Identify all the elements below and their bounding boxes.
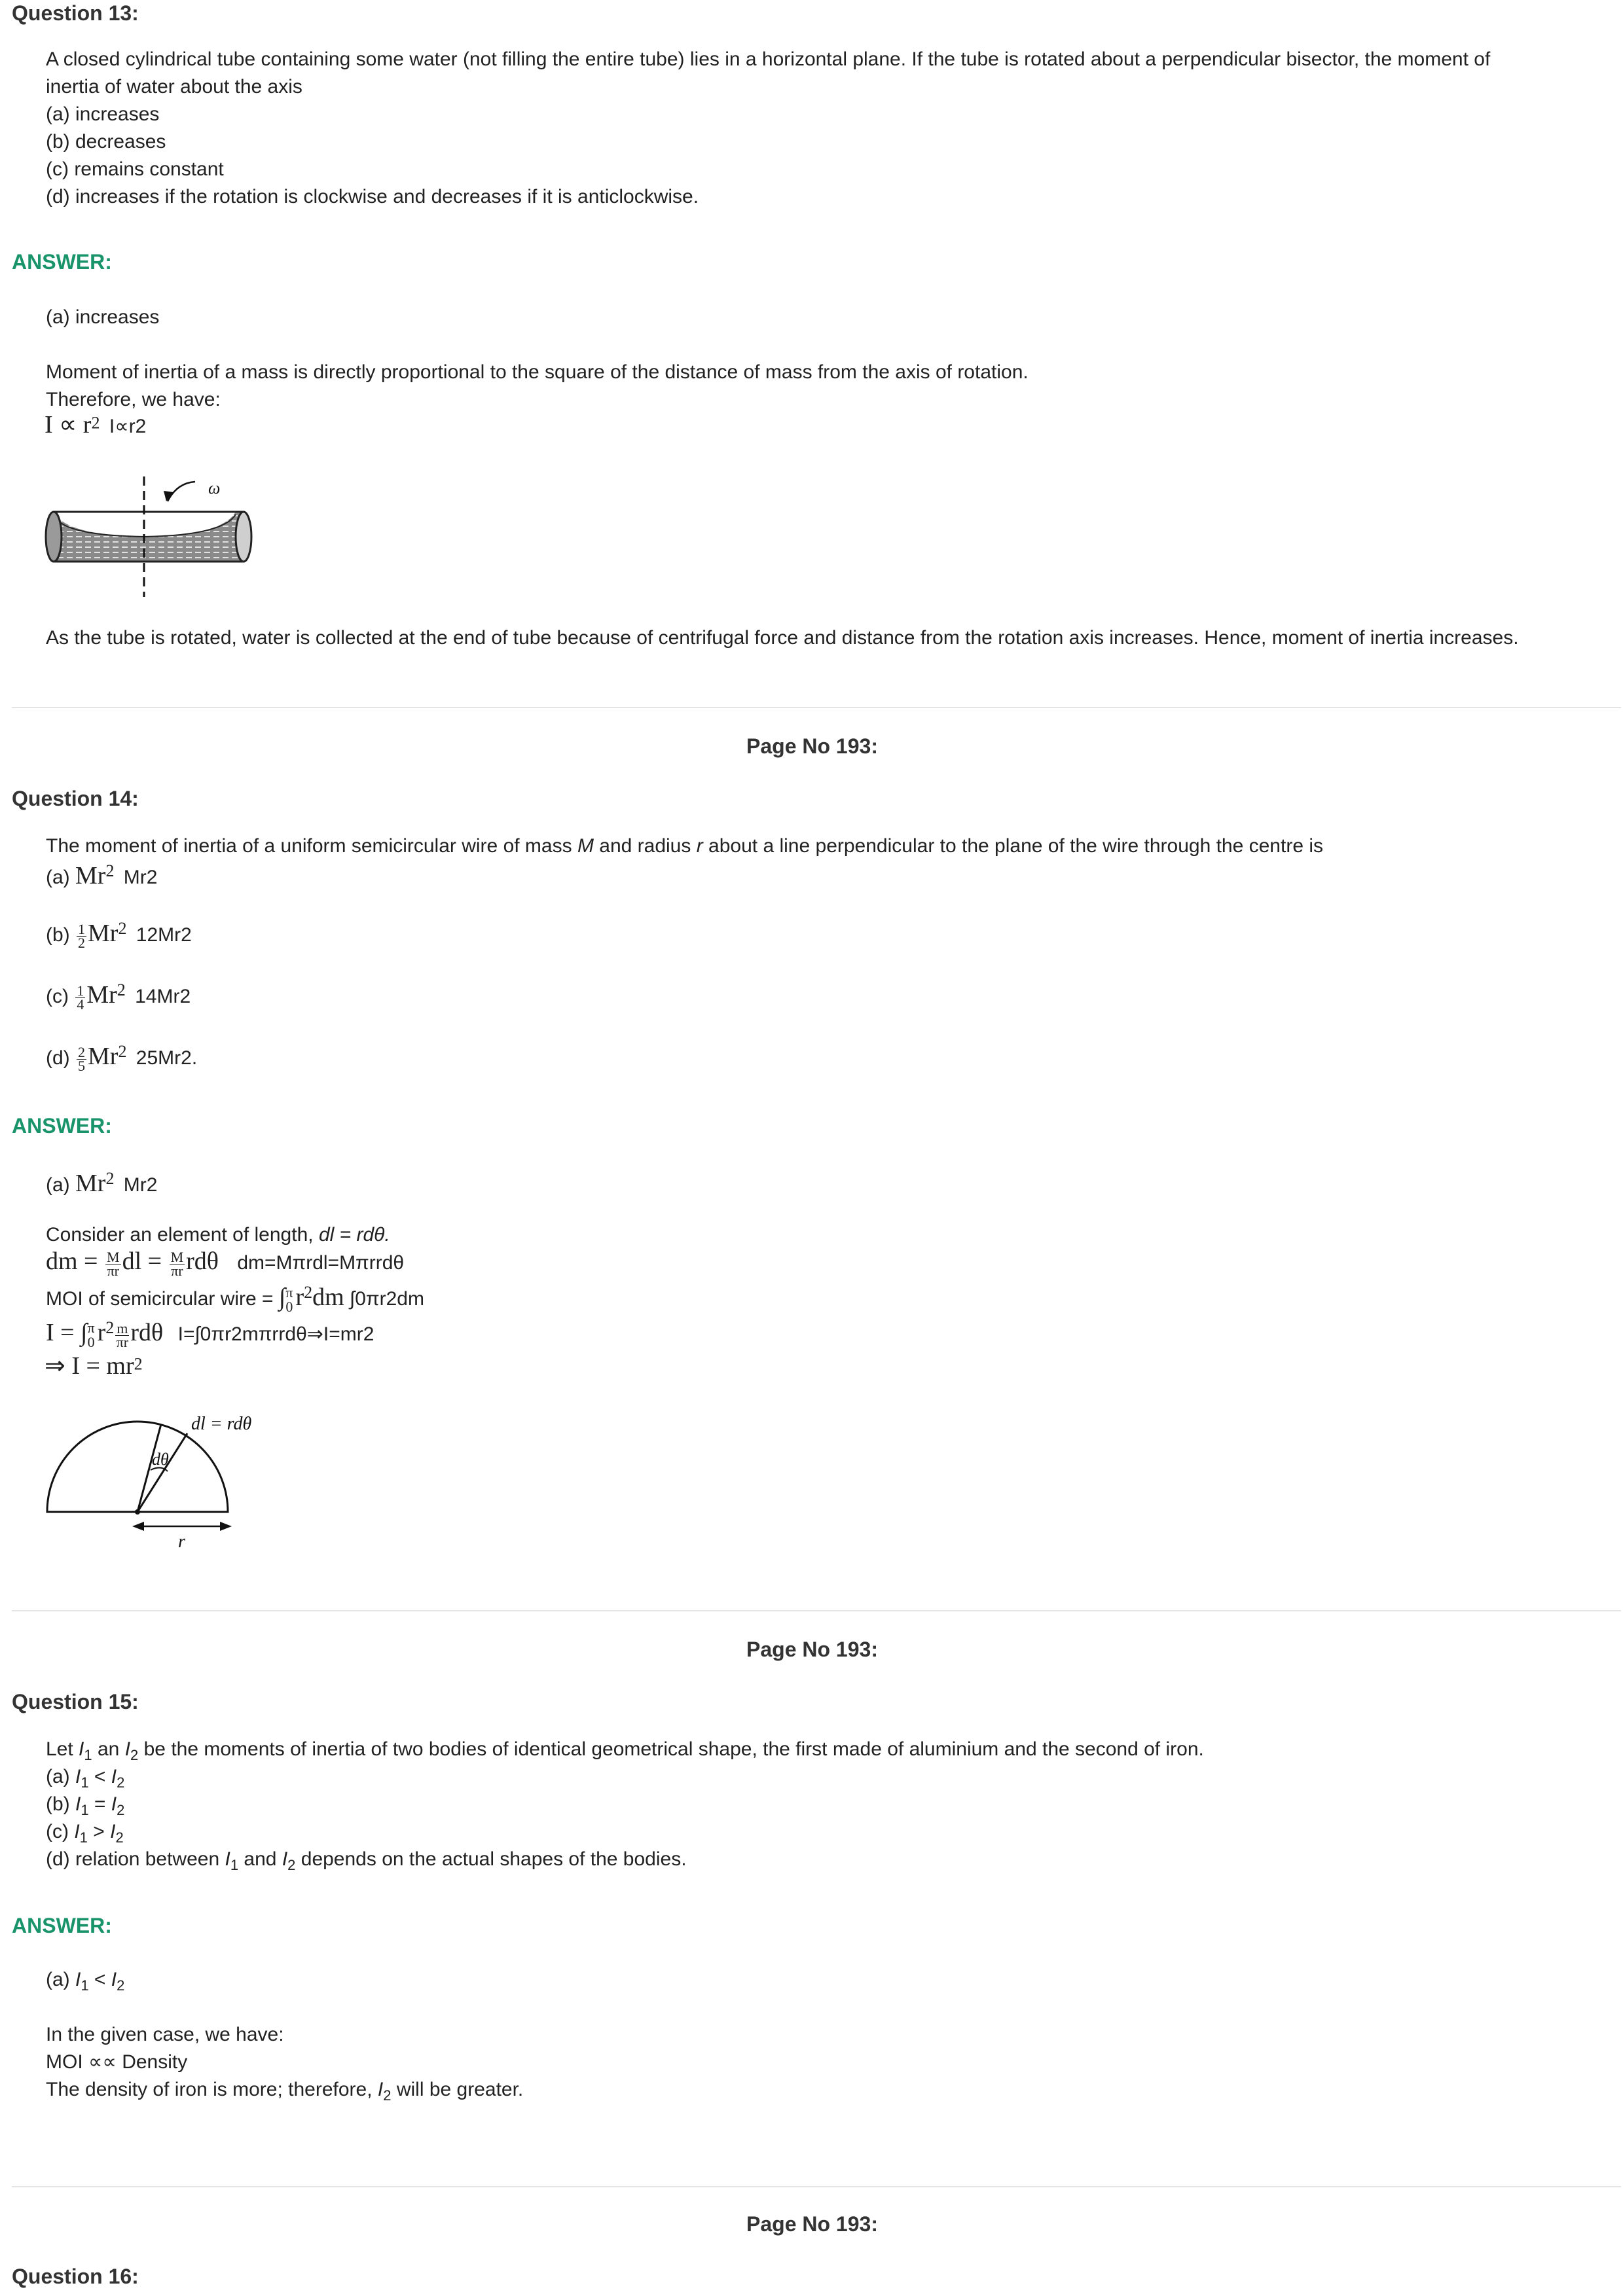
q14-dm-equation xyxy=(46,1247,404,1278)
q13-explanation-1: Moment of inertia of a mass is directly proportional to the square of the distance of mass from the axis of rotation. xyxy=(46,361,1029,383)
q15-i1: I xyxy=(79,1738,84,1760)
q14-option-d-fraction xyxy=(77,1043,86,1074)
q15-opt-b-prefix: (b) xyxy=(46,1793,75,1815)
q13-explanation-2: Therefore, we have: xyxy=(46,389,221,410)
q14-consider xyxy=(46,1221,390,1249)
q14-body-mid: and radius xyxy=(593,835,697,857)
q13-option-c: (c) remains constant xyxy=(46,158,224,180)
q14-moi-alt: ∫0πr2dm xyxy=(350,1288,424,1310)
q14-body-post: about a line perpendicular to the plane of the wire through the centre is xyxy=(702,835,1324,857)
q13-body-line2: inertia of water about the axis xyxy=(46,76,302,98)
q15-i2-sub: 2 xyxy=(130,1747,139,1763)
q14-option-c-den: 4 xyxy=(77,996,84,1013)
q14-dm-frac1 xyxy=(105,1248,121,1279)
q14-moi-lower: 0 xyxy=(285,1299,293,1316)
question-16-heading: Question 16: xyxy=(12,2265,139,2288)
semicircle-figure xyxy=(39,1407,288,1558)
section-divider xyxy=(12,707,1621,708)
q15-opt-c-i1: I xyxy=(74,1821,80,1842)
q14-i-r: r xyxy=(97,1319,106,1346)
q15-opt-a-prefix: (a) xyxy=(46,1766,75,1787)
q15-answer-sub2: 2 xyxy=(117,1977,125,1994)
q14-moi-dm: dm xyxy=(312,1283,344,1311)
q15-opt-b-i1: I xyxy=(75,1793,81,1815)
q14-result xyxy=(45,1351,143,1380)
q13-formula-alt: I∝r2 xyxy=(109,416,147,437)
q14-option-b-fraction xyxy=(77,920,86,951)
q14-i-equation xyxy=(46,1314,374,1350)
q14-option-c-num: 1 xyxy=(77,982,84,999)
q14-i-rdtheta: rdθ xyxy=(130,1319,164,1346)
q14-result-text: ⇒ I = mr xyxy=(45,1352,134,1380)
q14-dm-frac2-num: M xyxy=(170,1248,184,1265)
q14-option-d-sup: 2 xyxy=(118,1042,127,1061)
rotating-tube-figure xyxy=(39,471,255,602)
q14-dm-frac2 xyxy=(170,1248,185,1279)
q14-i-frac xyxy=(115,1319,129,1350)
q14-option-a-sup: 2 xyxy=(105,861,115,880)
q15-body-pre: Let xyxy=(46,1738,79,1760)
q14-dm-alt: dm=Mπrdl=Mπrrdθ xyxy=(237,1252,405,1274)
q14-option-b-prefix: (b) xyxy=(46,924,75,946)
q13-formula-math: I ∝ r xyxy=(45,411,92,439)
q13-formula xyxy=(45,410,146,439)
q15-opt-b-sub1: 1 xyxy=(81,1802,89,1818)
q15-opt-b-op: = xyxy=(88,1793,111,1815)
q15-opt-a-op: < xyxy=(88,1766,111,1787)
q15-opt-d-i2: I xyxy=(282,1848,288,1870)
q15-explanation-3 xyxy=(46,2076,523,2109)
q14-result-sup: 2 xyxy=(134,1354,143,1374)
q15-answer-prefix: (a) xyxy=(46,1969,75,1990)
q15-exp3-pre: The density of iron is more; therefore, xyxy=(46,2079,378,2100)
q14-moi-limits xyxy=(285,1285,293,1314)
q13-body-line1: A closed cylindrical tube containing some water (not filling the entire tube) lies in a horizontal plane. If the tube is rotated about a perpendicular bisector, the moment of xyxy=(46,48,1491,70)
r-label: r xyxy=(178,1532,185,1552)
q14-dm-frac1-den: πr xyxy=(107,1262,119,1279)
q14-i-upper: π xyxy=(87,1319,95,1336)
q15-option-d xyxy=(46,1846,687,1879)
q15-opt-d-pre: (d) relation between xyxy=(46,1848,225,1870)
q15-answer-sub1: 1 xyxy=(81,1977,89,1994)
q15-answer-i2: I xyxy=(111,1969,117,1990)
q15-opt-b-i2: I xyxy=(111,1793,117,1815)
integral-sign: ∫ xyxy=(278,1283,286,1311)
q14-dm-frac1-num: M xyxy=(107,1248,120,1265)
q14-moi-equation xyxy=(46,1279,424,1314)
dtheta-label: dθ xyxy=(152,1450,169,1469)
q15-answer xyxy=(46,1966,124,2000)
q15-opt-a-i1: I xyxy=(75,1766,81,1787)
section-divider-3 xyxy=(12,2186,1621,2187)
q14-option-a-alt: Mr2 xyxy=(123,867,158,888)
q15-exp3-post: will be greater. xyxy=(391,2079,524,2100)
dl-label: dl = rdθ xyxy=(191,1414,252,1434)
omega-label: ω xyxy=(208,478,221,497)
q14-option-b xyxy=(46,915,192,950)
q14-i-sup: 2 xyxy=(105,1318,115,1337)
q14-i-lower: 0 xyxy=(87,1334,95,1351)
q15-opt-b-sub2: 2 xyxy=(117,1802,125,1818)
q14-consider-math: dl = rdθ. xyxy=(318,1224,390,1246)
q15-opt-d-sub1: 1 xyxy=(230,1857,239,1873)
q14-answer xyxy=(46,1165,157,1199)
q15-body-mid: an xyxy=(92,1738,125,1760)
q15-opt-d-sub2: 2 xyxy=(287,1857,296,1873)
q15-opt-d-post: depends on the actual shapes of the bodies. xyxy=(295,1848,687,1870)
q14-moi-text: MOI of semicircular wire = xyxy=(46,1288,279,1310)
q14-i-frac-den: πr xyxy=(116,1333,129,1350)
q15-opt-c-i2: I xyxy=(110,1821,116,1842)
q14-option-c xyxy=(46,977,191,1011)
q14-option-c-mr: Mr xyxy=(86,981,117,1009)
q14-i-lhs: I = xyxy=(46,1319,81,1346)
q14-option-a-prefix: (a) xyxy=(46,867,75,888)
q13-conclusion: As the tube is rotated, water is collected at the end of tube because of centrifugal force and distance from the rotation axis increases. Hence, moment of inertia increases. xyxy=(46,627,1519,649)
q15-opt-a-sub1: 1 xyxy=(81,1774,89,1791)
q14-body-r: r xyxy=(696,835,703,857)
q14-i-limits xyxy=(88,1321,95,1350)
q14-moi-sup: 2 xyxy=(304,1283,313,1302)
q14-body-M: M xyxy=(577,835,594,857)
q13-answer-label: ANSWER: xyxy=(12,250,112,274)
q15-opt-d-i1: I xyxy=(225,1848,230,1870)
q14-dm-lhs: dm = xyxy=(46,1247,104,1275)
q15-opt-a-i2: I xyxy=(111,1766,117,1787)
q14-answer-sup: 2 xyxy=(105,1169,115,1188)
question-15-heading: Question 15: xyxy=(12,1690,139,1713)
q14-option-b-num: 1 xyxy=(78,920,85,937)
q14-option-b-alt: 12Mr2 xyxy=(136,924,192,946)
q15-body-post: be the moments of inertia of two bodies of identical geometrical shape, the first made of aluminium and the second of iron. xyxy=(138,1738,1204,1760)
q15-opt-c-prefix: (c) xyxy=(46,1821,75,1842)
q14-i-frac-num: m xyxy=(117,1319,128,1336)
q14-option-a-math: Mr xyxy=(75,862,106,889)
q14-option-b-den: 2 xyxy=(78,934,85,951)
q15-opt-c-sub1: 1 xyxy=(79,1829,88,1846)
q14-i-alt: I=∫0πr2mπrrdθ⇒I=mr2 xyxy=(177,1323,374,1345)
q14-option-b-mr: Mr xyxy=(88,920,119,947)
q15-exp3-sub2: 2 xyxy=(383,2087,392,2104)
q14-option-d-mr: Mr xyxy=(88,1043,119,1070)
q14-body xyxy=(46,833,1323,860)
q14-answer-alt: Mr2 xyxy=(123,1174,158,1196)
q13-answer: (a) increases xyxy=(46,306,160,328)
question-13-heading: Question 13: xyxy=(12,1,139,25)
q13-option-d: (d) increases if the rotation is clockwise and decreases if it is anticlockwise. xyxy=(46,186,699,207)
q15-explanation-1: In the given case, we have: xyxy=(46,2024,284,2045)
page-number-3: Page No 193: xyxy=(746,2212,878,2236)
q14-option-d-prefix: (d) xyxy=(46,1047,75,1069)
q14-answer-math: Mr xyxy=(75,1170,106,1197)
q13-formula-sup: 2 xyxy=(91,413,100,433)
q15-opt-c-op: > xyxy=(87,1821,111,1842)
q14-option-d xyxy=(46,1038,197,1073)
q14-consider-text: Consider an element of length, xyxy=(46,1224,319,1246)
q14-moi-upper: π xyxy=(285,1284,293,1301)
page-number: Page No 193: xyxy=(746,734,878,758)
q14-body-pre: The moment of inertia of a uniform semicircular wire of mass xyxy=(46,835,577,857)
q14-answer-prefix: (a) xyxy=(46,1174,75,1196)
q15-answer-op: < xyxy=(88,1969,111,1990)
q15-opt-c-sub2: 2 xyxy=(115,1829,124,1846)
q14-option-c-alt: 14Mr2 xyxy=(135,986,191,1007)
q15-answer-label: ANSWER: xyxy=(12,1914,112,1937)
page-number-2: Page No 193: xyxy=(746,1638,878,1661)
q14-option-c-sup: 2 xyxy=(117,980,126,999)
question-14-heading: Question 14: xyxy=(12,787,139,810)
q14-option-c-prefix: (c) xyxy=(46,986,75,1007)
q14-dm-rdtheta: rdθ xyxy=(186,1247,219,1275)
section-divider-2 xyxy=(12,1610,1621,1611)
q14-option-d-num: 2 xyxy=(78,1043,85,1060)
q14-option-b-sup: 2 xyxy=(118,919,127,938)
q14-moi-integrand: r xyxy=(295,1283,304,1311)
q15-i1-sub: 1 xyxy=(84,1747,92,1763)
q14-option-d-alt: 25Mr2. xyxy=(136,1047,198,1069)
integral-sign-2: ∫ xyxy=(81,1319,88,1346)
q15-i2: I xyxy=(124,1738,131,1760)
q14-answer-label: ANSWER: xyxy=(12,1114,112,1138)
q13-option-b: (b) decreases xyxy=(46,131,166,152)
q15-answer-i1: I xyxy=(75,1969,81,1990)
q15-opt-a-sub2: 2 xyxy=(117,1774,125,1791)
q14-dm-dl: dl = xyxy=(122,1247,168,1275)
q14-option-c-fraction xyxy=(75,984,85,1011)
q15-exp3-i2: I xyxy=(377,2079,384,2100)
q15-opt-d-and: and xyxy=(238,1848,282,1870)
q15-body xyxy=(46,1736,1204,1769)
q14-option-a xyxy=(46,857,157,891)
q14-option-d-den: 5 xyxy=(78,1057,85,1074)
q15-explanation-2: MOI ∝∝ Density xyxy=(46,2051,188,2073)
q14-dm-frac2-den: πr xyxy=(171,1262,183,1279)
q13-option-a: (a) increases xyxy=(46,103,160,125)
